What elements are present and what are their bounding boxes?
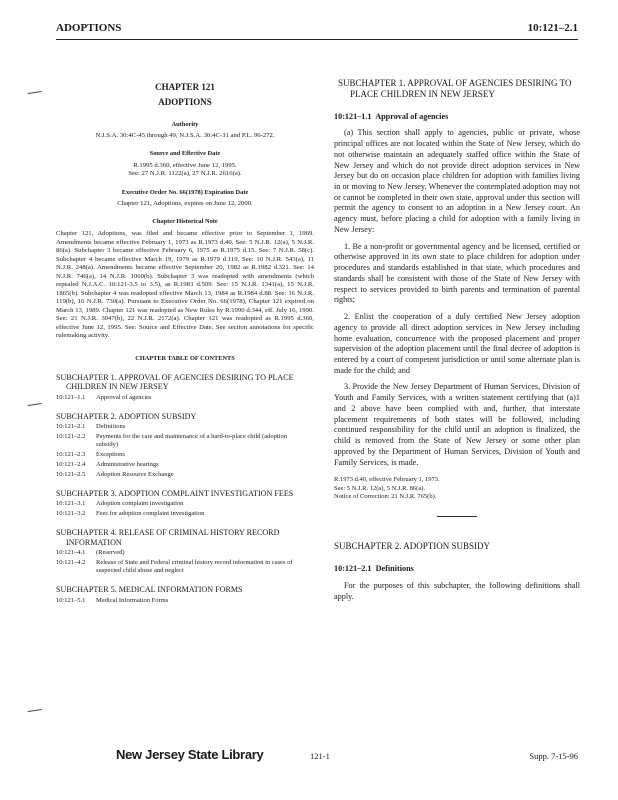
historical-note-label: Chapter Historical Note: [152, 218, 218, 226]
section-number: 10:121–2.1: [334, 564, 372, 574]
header-section-range: 10:121–2.1: [527, 22, 578, 34]
history-line: R.1973 d.40, effective February 1, 1973.: [334, 476, 440, 484]
margin-mark: [28, 91, 42, 97]
section-history: [334, 476, 580, 501]
toc-item-title: Adoption complaint investigation: [96, 500, 184, 508]
toc-item-title: Release of State and Federal criminal history record information in cases of suspected child abuse and neglect: [96, 559, 293, 575]
toc-item: [56, 451, 314, 459]
history-line: See: 5 N.J.R. 12(a), 5 N.J.R. 86(a).: [334, 484, 425, 492]
margin-mark: [28, 403, 42, 409]
toc-item-number: 10:121–2.3: [56, 451, 86, 459]
toc-item: [56, 500, 314, 508]
section-title: Definitions: [375, 564, 414, 574]
toc-subchapter-heading: SUBCHAPTER 2. ADOPTION SUBSIDY: [56, 411, 197, 421]
toc-item-number: 10:121–2.1: [56, 423, 86, 431]
table-of-contents: [56, 373, 314, 605]
subchapter-1-heading: SUBCHAPTER 1. APPROVAL OF AGENCIES DESIRING TO PLACE CHILDREN IN NEW JERSEY: [338, 78, 572, 99]
toc-item: [56, 471, 314, 479]
toc-item-number: 10:121–1.1: [56, 393, 86, 401]
chapter-number: CHAPTER 121: [155, 82, 215, 92]
toc-item: [56, 510, 314, 518]
toc-item-number: 10:121–2.4: [56, 461, 86, 469]
toc-item-title: (Reserved): [96, 549, 125, 557]
toc-item-number: 10:121–3.2: [56, 510, 86, 518]
section-number: 10:121–1.1: [334, 111, 372, 121]
toc-item: [56, 559, 314, 575]
toc-item-title: Medical Information Forms: [96, 596, 169, 604]
authority-label: Authority: [171, 120, 199, 128]
left-column: [56, 68, 314, 605]
section-heading: [334, 564, 580, 575]
toc-item: [56, 394, 314, 402]
section-paragraph: 1. Be a non-profit or governmental agency and be licensed, certified or otherwise approved in its own state to place children for adoption under procedures and standards established in that state, which procedures and standards shall be consistent with those of the State of New Jersey with respect to services provided to birth parents and termination of parental rights;: [334, 241, 580, 305]
toc-item: [56, 433, 314, 449]
right-column: [334, 78, 580, 603]
page-number: 121-1: [310, 751, 330, 761]
source-text: R.1995 d.360, effective June 12, 1995.: [133, 161, 237, 169]
header-title: ADOPTIONS: [56, 22, 122, 34]
library-stamp: New Jersey State Library: [116, 747, 264, 762]
executive-order-text: Chapter 121, Adoptions, expires on June 12, 2000.: [117, 199, 253, 207]
margin-mark: [28, 709, 42, 715]
section-paragraph: For the purposes of this subchapter, the following definitions shall apply.: [334, 581, 580, 601]
toc-item: [56, 461, 314, 469]
executive-order-label: Executive Order No. 66(1978) Expiration Date: [121, 188, 249, 196]
subchapter-2-heading: SUBCHAPTER 2. ADOPTION SUBSIDY: [334, 540, 491, 551]
authority-text: N.J.S.A. 30:4C-45 through 49, N.J.S.A. 30:4C-31 and P.L. 96-272.: [95, 131, 275, 139]
toc-item-title: Approval of agencies: [96, 393, 152, 401]
toc-subchapter-heading: SUBCHAPTER 5. MEDICAL INFORMATION FORMS: [56, 585, 243, 595]
page-footer: [56, 749, 578, 767]
toc-item-number: 10:121–2.5: [56, 471, 86, 478]
toc-item-number: 10:121–3.1: [56, 500, 86, 508]
toc-item-number: 10:121–2.2: [56, 433, 86, 441]
toc-item-title: Fees for adoption complaint investigation: [96, 510, 205, 518]
toc-item-title: Definitions: [96, 423, 126, 431]
toc-subchapter-heading: SUBCHAPTER 4. RELEASE OF CRIMINAL HISTORY RECORD INFORMATION: [56, 528, 280, 547]
toc-item: [56, 423, 314, 431]
toc-item-number: 10:121–4.1: [56, 549, 86, 557]
supplement-date: Supp. 7-15-96: [529, 751, 578, 761]
toc-item-title: Administrative hearings: [96, 461, 159, 469]
section-title: Approval of agencies: [375, 111, 449, 121]
running-header: [56, 22, 578, 38]
section-paragraph: 3. Provide the New Jersey Department of Human Services, Division of Youth and Family Services, with a written statement certifying that (a)1 and 2 above have been complied with and, further, that interstate placement requirements of both states will be followed, including continued responsibility for the child until an adoption is finalized, the child is removed from the State of New Jersey or some other plan approved by the Department of Human Services, Division of Youth and Family Services, is made.: [334, 382, 580, 467]
history-line: Notice of Correction: 21 N.J.R. 765(b).: [334, 493, 437, 501]
toc-item-title: Adoption Resource Exchange: [96, 471, 174, 478]
chapter-title: ADOPTIONS: [158, 97, 212, 108]
table-of-contents-title: CHAPTER TABLE OF CONTENTS: [135, 354, 235, 362]
section-divider: [437, 516, 477, 517]
section-paragraph: 2. Enlist the cooperation of a duly certified New Jersey adoption agency to provide all direct adoption services in New Jersey including home evaluation, concurrence with the proposed placement and proper supervision of the adoption placement until the final decree of adoption is entered by a court of competent jurisdiction or until some alternate plan is made for the child; and: [334, 312, 580, 375]
toc-item-title: Payments for the care and maintenance of a hard-to-place child (adoption subsidy): [96, 433, 287, 449]
historical-note-text: Chapter 121, Adoptions, was filed and became effective prior to September 1, 1969. Amendments became effective February 1, 1973 as R.1973 d.40. See: 5 N.J.R. 12(a), 5 N.J.R. 86(a). Subchapter 3 became effective February 6, 1975 as R.1975 d.15. See: 7 N.J.R. 58(c). Subchapter 4 became effective March 19, 1979 as R.1979 d.119. See: 10 N.J.R. 543(a), 11 N.J.R. 248(a). Amendments became effective September 20, 1982 as R.1982 d.321. See: 14 N.J.R. 746(a), 14 N.J.R. 1060(b). Subchapter 3 was readopted with amendments (which repealed N.J.A.C. 10:121-3.5 to 3.5), as R.1983 d.509. See: 15 N.J.R. 1341(a), 15 N.J.R. 1865(b). Subchapter 4 was readopted effective March 13, 1984 as R.1984 d.88. See: 16 N.J.R. 119(b), 16 N.J.R. 730(a). Pursuant to Executive Order No. 66(1978), Chapter 121 expired on March 13, 1989. Chapter 121 was readopted as New Rules by R.1990 d.344, eff. July 16, 1990. See: 21 N.J.R. 3047(b), 22 N.J.R. 2172(a). Chapter 121 was readopted as R.1995 d.360, effective June 12, 1995. See: Source and Effective Date. See section annotations for specific rulemaking activity.: [56, 230, 314, 340]
source-see: See: 27 N.J.R. 1122(a), 27 N.J.R. 2616(a).: [128, 170, 242, 178]
toc-item-number: 10:121–4.2: [56, 559, 86, 567]
section-heading: [334, 112, 580, 123]
header-rule: [56, 39, 578, 40]
toc-subchapter-heading: SUBCHAPTER 1. APPROVAL OF AGENCIES DESIRING TO PLACE CHILDREN IN NEW JERSEY: [56, 372, 294, 392]
toc-subchapter-heading: SUBCHAPTER 3. ADOPTION COMPLAINT INVESTIGATION FEES: [56, 488, 294, 498]
section-paragraph: (a) This section shall apply to agencies, public or private, whose principal offices are not located within the State of New Jersey, which do not otherwise maintain an adequately staffed office within the State of New Jersey and which do not provide direct adoption services in New Jersey but do on occasion place children for adoption with families living in or moving to New Jersey. Whenever the contemplated adoption may not or cannot be completed in their own state, approval under this section will permit the agency to consent to an adoption in a New Jersey court. An agency must, before placing a child for adoption with a family living in New Jersey:: [334, 128, 580, 234]
toc-item-number: 10:121–5.1: [56, 596, 86, 604]
toc-item: [56, 549, 314, 557]
source-label: Source and Effective Date: [149, 150, 221, 158]
toc-item-title: Exceptions: [96, 451, 125, 459]
toc-item: [56, 597, 314, 605]
